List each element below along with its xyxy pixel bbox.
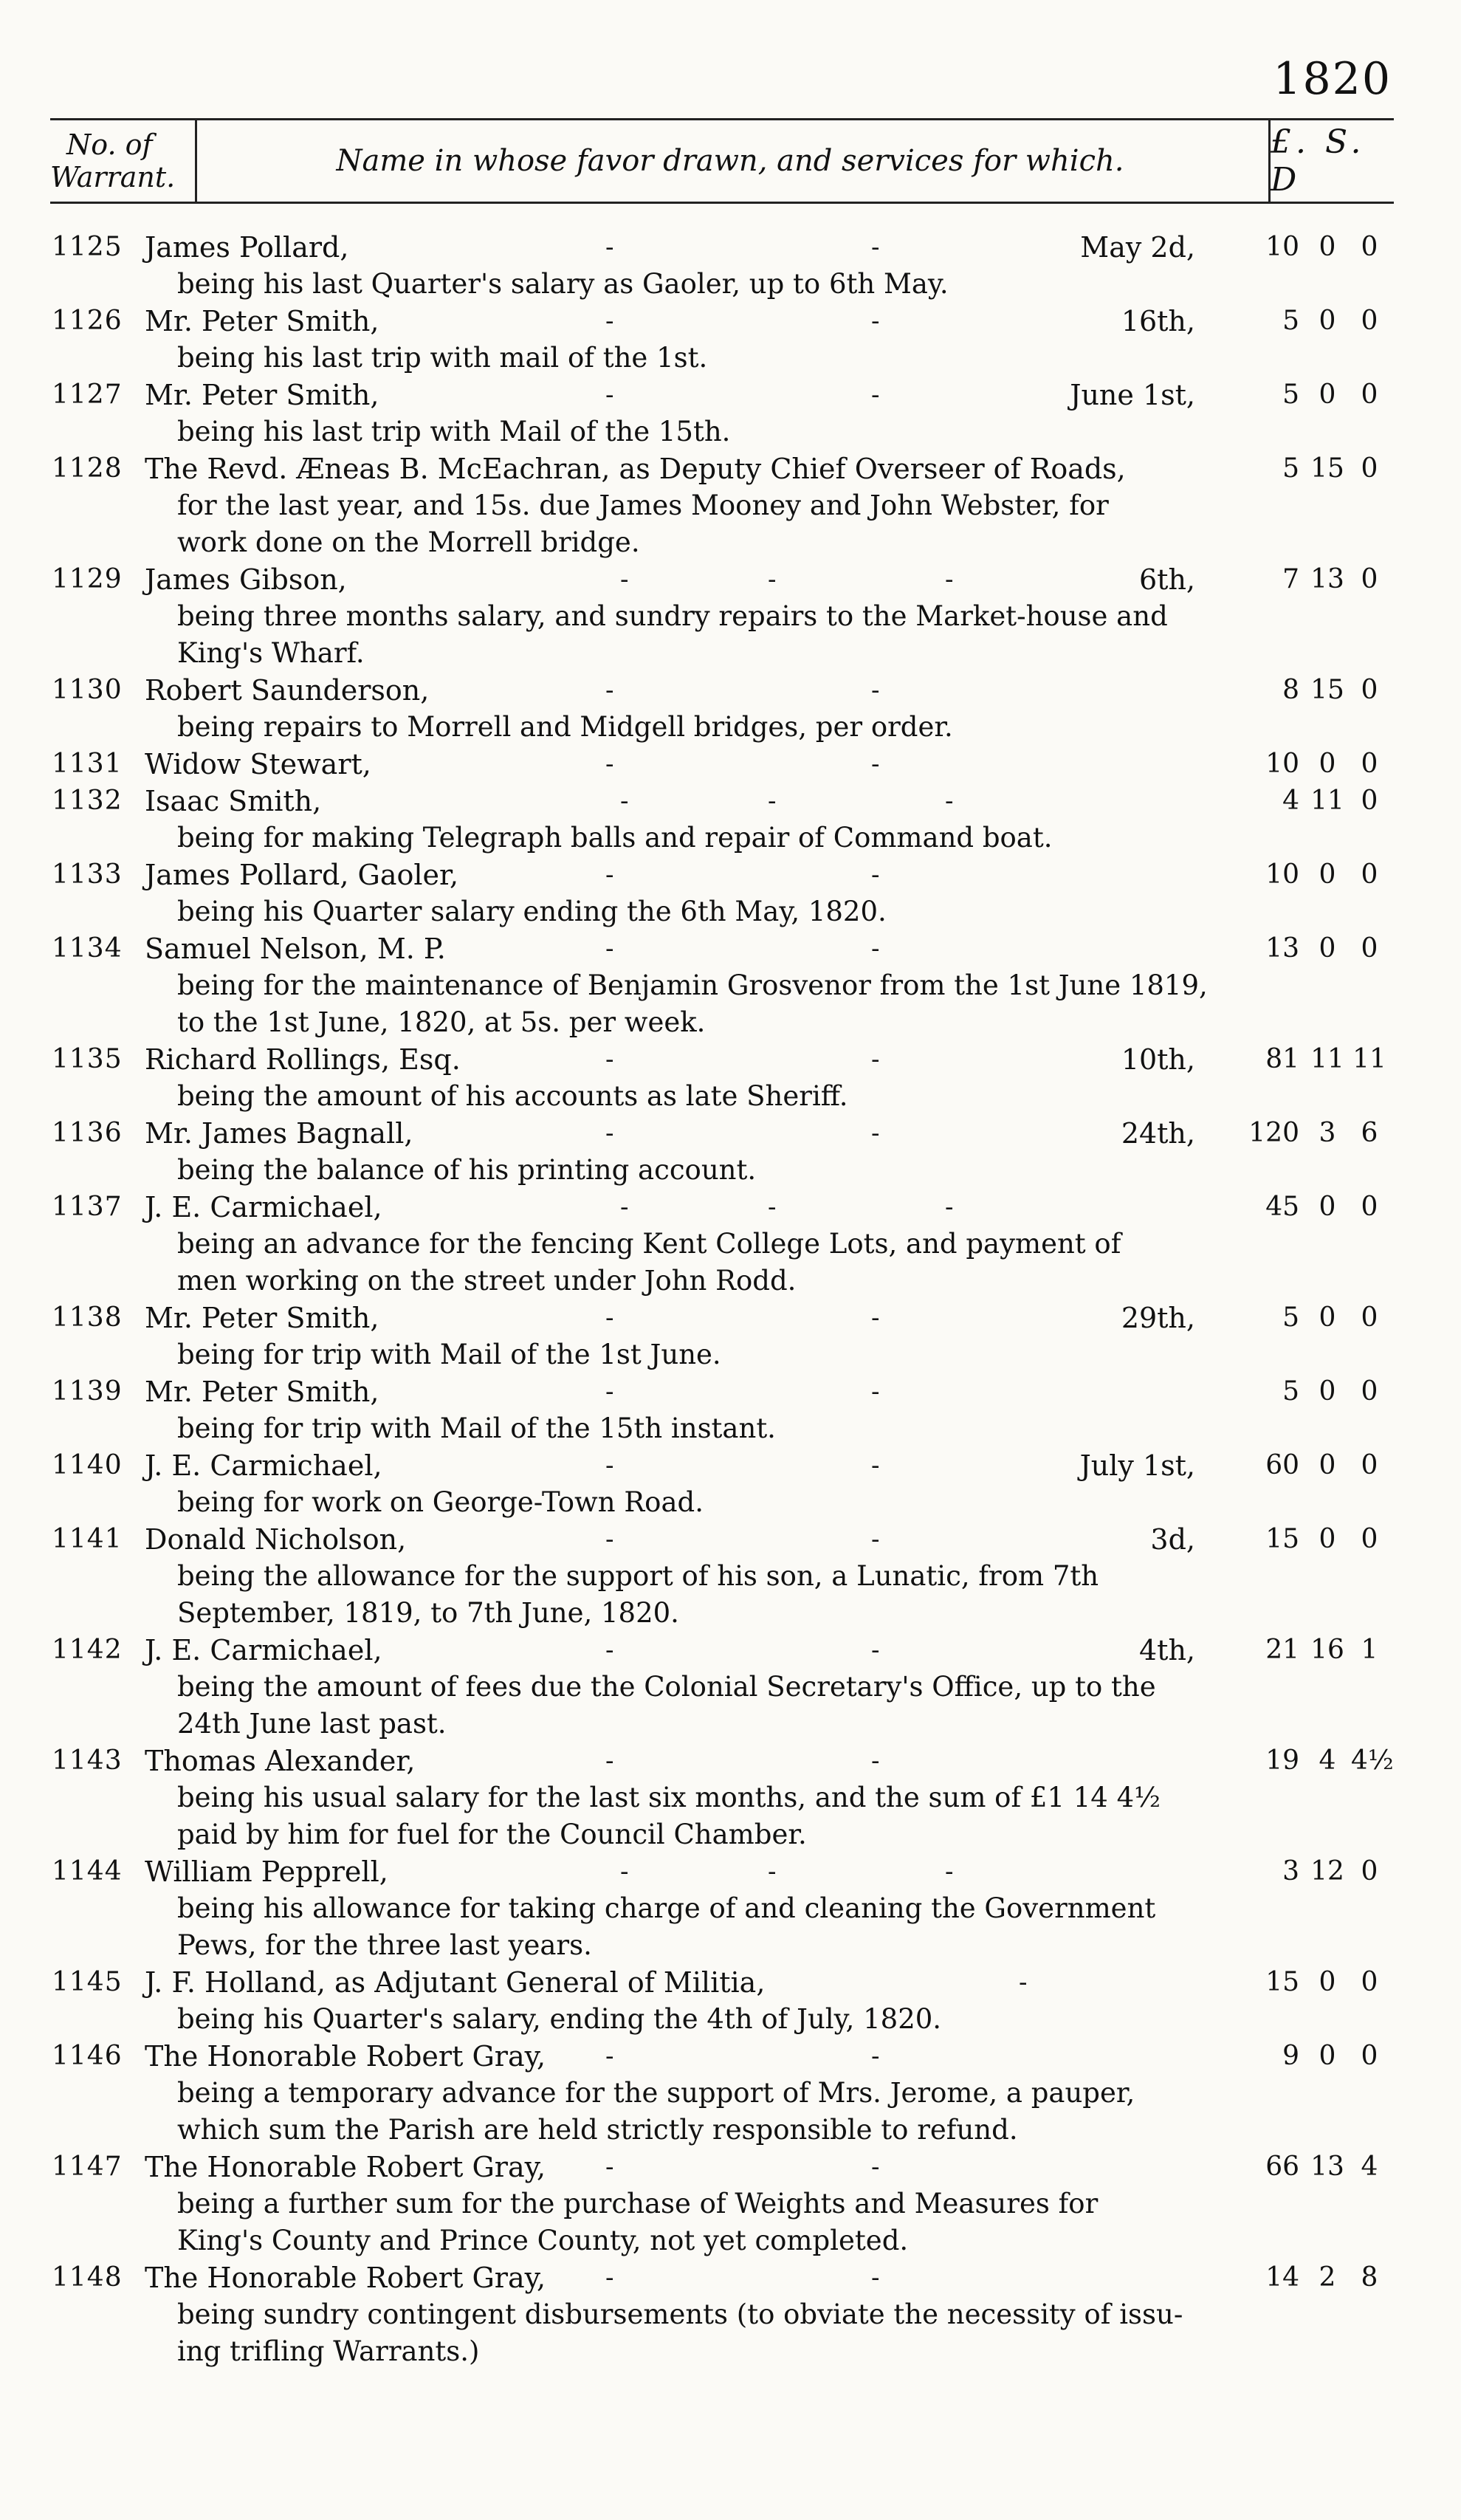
- table-header: [50, 118, 1394, 204]
- amount-shillings: 0: [1319, 2041, 1336, 2071]
- warrant-main-line: [0, 672, 1461, 709]
- amount-pence: 0: [1361, 1192, 1378, 1222]
- warrant-number: 1132: [52, 786, 123, 816]
- payee-name: Thomas Alexander,: [145, 1745, 416, 1777]
- payee-name: The Honorable Robert Gray,: [145, 2262, 546, 2294]
- warrant-date: July 1st,: [1079, 1449, 1195, 1482]
- warrant-entry: [0, 856, 1461, 930]
- leader-dash: -: [945, 565, 954, 594]
- warrant-date: June 1st,: [1070, 379, 1195, 411]
- warrant-date: 10th,: [1121, 1043, 1195, 1076]
- amount-pounds: 5: [1282, 453, 1299, 484]
- leader-dash: -: [871, 1119, 880, 1148]
- leader-dash: -: [871, 1635, 880, 1665]
- payee-name: J. E. Carmichael,: [145, 1191, 382, 1223]
- warrant-entry: [0, 229, 1461, 303]
- description-line: to the 1st June, 1820, at 5s. per week.: [177, 1006, 706, 1038]
- amount-pence: 0: [1361, 380, 1378, 410]
- payee-name: James Pollard, Gaoler,: [145, 859, 459, 891]
- warrant-entry: [0, 1964, 1461, 2038]
- description-line: men working on the street under John Rodd.: [177, 1265, 797, 1297]
- leader-dash: -: [620, 565, 629, 594]
- payee-name: Robert Saunderson,: [145, 674, 430, 707]
- description-line: being an advance for the fencing Kent College Lots, and payment of: [177, 1228, 1121, 1260]
- description-line: being a further sum for the purchase of Weights and Measures for: [177, 2188, 1099, 2219]
- amount-pounds: 60: [1265, 1450, 1299, 1480]
- warrant-entry: [0, 1373, 1461, 1447]
- amount-pence: 1: [1361, 1635, 1378, 1665]
- warrant-number: 1137: [52, 1192, 123, 1222]
- leader-dash: -: [605, 2042, 614, 2071]
- warrant-number: 1128: [52, 453, 123, 484]
- warrant-number: 1138: [52, 1302, 123, 1333]
- payee-name: James Gibson,: [145, 563, 347, 596]
- service-description: [0, 1558, 1248, 1632]
- description-line: being repairs to Morrell and Midgell bridges, per order.: [177, 711, 953, 743]
- amount-pounds: 5: [1282, 1302, 1299, 1333]
- warrant-entry: [0, 1632, 1461, 1743]
- warrant-entry: [0, 1853, 1461, 1964]
- warrant-main-line: [0, 1189, 1461, 1226]
- warrant-number: 1125: [52, 232, 123, 262]
- amount-pence: 4: [1361, 2152, 1378, 2182]
- warrant-main-line: [0, 1632, 1461, 1669]
- leader-dash: -: [605, 676, 614, 705]
- description-line: being for work on George-Town Road.: [177, 1486, 704, 1518]
- amount-shillings: 0: [1319, 1450, 1336, 1480]
- service-description: [0, 2186, 1248, 2259]
- leader-dash: -: [620, 1192, 629, 1222]
- leader-dash: -: [605, 1746, 614, 1776]
- warrant-number: 1127: [52, 380, 123, 410]
- service-description: [0, 1890, 1248, 1964]
- leader-dash: -: [871, 1525, 880, 1554]
- warrant-number: 1129: [52, 564, 123, 594]
- leader-dash: -: [605, 1119, 614, 1148]
- amount-shillings: 13: [1310, 2152, 1344, 2182]
- leader-dash: -: [605, 1525, 614, 1554]
- header-warrant-line1: No. of: [66, 128, 153, 161]
- payee-name: Isaac Smith,: [145, 785, 322, 817]
- amount-shillings: 4: [1319, 1745, 1336, 1776]
- leader-dash: -: [605, 860, 614, 890]
- leader-dash: -: [605, 749, 614, 779]
- warrant-main-line: [0, 783, 1461, 820]
- amount-shillings: 11: [1310, 786, 1344, 816]
- warrant-main-line: [0, 1853, 1461, 1890]
- payee-name: The Honorable Robert Gray,: [145, 2151, 546, 2183]
- warrant-number: 1148: [52, 2262, 123, 2293]
- warrant-number: 1147: [52, 2152, 123, 2182]
- amount-pence: 0: [1361, 1524, 1378, 1554]
- warrant-number: 1141: [52, 1524, 123, 1554]
- amount-pounds: 14: [1265, 2262, 1299, 2293]
- warrant-main-line: [0, 450, 1461, 487]
- amount-pence: 0: [1361, 786, 1378, 816]
- description-line: 24th June last past.: [177, 1708, 447, 1740]
- warrant-main-line: [0, 1115, 1461, 1152]
- leader-dash: -: [605, 1451, 614, 1480]
- warrant-main-line: [0, 856, 1461, 893]
- description-line: being the allowance for the support of his son, a Lunatic, from 7th: [177, 1560, 1099, 1592]
- header-name-services: Name in whose favor drawn, and services for which.: [336, 144, 1124, 178]
- warrant-entry: [0, 561, 1461, 672]
- warrant-date: 24th,: [1121, 1117, 1195, 1150]
- warrant-main-line: [0, 930, 1461, 967]
- warrant-entry: [0, 783, 1461, 856]
- description-line: being his last trip with Mail of the 15th.: [177, 416, 731, 447]
- description-line: September, 1819, to 7th June, 1820.: [177, 1597, 679, 1629]
- leader-dash: -: [605, 934, 614, 964]
- amount-pounds: 5: [1282, 380, 1299, 410]
- description-line: being sundry contingent disbursements (to obviate the necessity of issu-: [177, 2298, 1183, 2330]
- warrant-main-line: [0, 303, 1461, 340]
- warrant-date: 29th,: [1121, 1302, 1195, 1334]
- amount-pounds: 81: [1265, 1044, 1299, 1074]
- leader-dash: -: [871, 306, 880, 336]
- warrant-main-line: [0, 561, 1461, 598]
- warrant-number: 1145: [52, 1967, 123, 1997]
- warrant-entry: [0, 377, 1461, 450]
- amount-pounds: 5: [1282, 306, 1299, 336]
- description-line: being for the maintenance of Benjamin Grosvenor from the 1st June 1819,: [177, 969, 1208, 1001]
- amount-shillings: 0: [1319, 1524, 1336, 1554]
- warrant-number: 1144: [52, 1856, 123, 1886]
- service-description: [0, 1410, 1248, 1447]
- leader-dash: -: [871, 1451, 880, 1480]
- leader-dash: -: [871, 1045, 880, 1074]
- amount-pence: 0: [1361, 564, 1378, 594]
- amount-shillings: 0: [1319, 1967, 1336, 1997]
- service-description: [0, 1779, 1248, 1853]
- leader-dash: -: [1019, 1968, 1028, 1997]
- description-line: being his last trip with mail of the 1st.: [177, 342, 708, 374]
- amount-pounds: 9: [1282, 2041, 1299, 2071]
- amount-shillings: 0: [1319, 1192, 1336, 1222]
- payee-name: The Revd. Æneas B. McEachran, as Deputy Chief Overseer of Roads,: [145, 453, 1126, 485]
- warrant-number: 1126: [52, 306, 123, 336]
- warrant-main-line: [0, 1743, 1461, 1779]
- leader-dash: -: [768, 786, 777, 816]
- warrant-date: 16th,: [1121, 305, 1195, 337]
- amount-pence: 8: [1361, 2262, 1378, 2293]
- leader-dash: -: [945, 1857, 954, 1886]
- page-year: 1820: [1273, 53, 1392, 105]
- amount-shillings: 11: [1310, 1044, 1344, 1074]
- warrant-number: 1136: [52, 1118, 123, 1148]
- warrant-main-line: [0, 1373, 1461, 1410]
- warrant-main-line: [0, 1447, 1461, 1484]
- warrant-main-line: [0, 229, 1461, 266]
- description-line: work done on the Morrell bridge.: [177, 526, 640, 558]
- amount-pounds: 10: [1265, 859, 1299, 890]
- amount-pounds: 10: [1265, 749, 1299, 779]
- service-description: [0, 1336, 1248, 1373]
- warrant-entry: [0, 2038, 1461, 2149]
- service-description: [0, 413, 1248, 450]
- description-line: paid by him for fuel for the Council Chamber.: [177, 1819, 807, 1850]
- leader-dash: -: [871, 233, 880, 262]
- amount-pounds: 5: [1282, 1376, 1299, 1407]
- leader-dash: -: [945, 786, 954, 816]
- warrant-number: 1131: [52, 749, 123, 779]
- warrant-entry: [0, 1521, 1461, 1632]
- service-description: [0, 266, 1248, 303]
- leader-dash: -: [605, 2152, 614, 2182]
- description-line: being his allowance for taking charge of and cleaning the Government: [177, 1892, 1156, 1924]
- leader-dash: -: [605, 1377, 614, 1407]
- amount-shillings: 15: [1310, 453, 1344, 484]
- description-line: being three months salary, and sundry repairs to the Market-house and: [177, 600, 1168, 632]
- payee-name: William Pepprell,: [145, 1855, 388, 1888]
- leader-dash: -: [871, 676, 880, 705]
- leader-dash: -: [605, 1635, 614, 1665]
- description-line: King's County and Prince County, not yet completed.: [177, 2225, 909, 2256]
- leader-dash: -: [605, 306, 614, 336]
- amount-pence: 0: [1361, 1376, 1378, 1407]
- service-description: [0, 340, 1248, 377]
- description-line: being the balance of his printing account.: [177, 1154, 757, 1186]
- amount-pence: 0: [1361, 749, 1378, 779]
- warrant-entry: [0, 672, 1461, 746]
- payee-name: Mr. Peter Smith,: [145, 379, 379, 411]
- amount-shillings: 0: [1319, 232, 1336, 262]
- warrant-entry: [0, 930, 1461, 1041]
- description-line: being his last Quarter's salary as Gaoler, up to 6th May.: [177, 268, 949, 300]
- description-line: King's Wharf.: [177, 637, 365, 669]
- amount-shillings: 0: [1319, 859, 1336, 890]
- warrant-entry: [0, 1447, 1461, 1521]
- amount-pounds: 15: [1265, 1524, 1299, 1554]
- amount-shillings: 2: [1319, 2262, 1336, 2293]
- warrant-entry: [0, 1300, 1461, 1373]
- warrant-entry: [0, 2149, 1461, 2259]
- warrant-number: 1139: [52, 1376, 123, 1407]
- warrant-date: 4th,: [1139, 1634, 1195, 1666]
- warrant-main-line: [0, 1300, 1461, 1336]
- warrant-entry: [0, 1189, 1461, 1300]
- description-line: which sum the Parish are held strictly responsible to refund.: [177, 2114, 1018, 2146]
- description-line: being the amount of fees due the Colonial Secretary's Office, up to the: [177, 1671, 1156, 1703]
- leader-dash: -: [871, 1303, 880, 1333]
- warrant-main-line: [0, 2149, 1461, 2186]
- amount-shillings: 12: [1310, 1856, 1344, 1886]
- amount-shillings: 0: [1319, 933, 1336, 964]
- warrant-main-line: [0, 377, 1461, 413]
- payee-name: The Honorable Robert Gray,: [145, 2040, 546, 2073]
- amount-pence: 0: [1361, 2041, 1378, 2071]
- leader-dash: -: [945, 1192, 954, 1222]
- header-money: £. S. D: [1268, 120, 1396, 202]
- service-description: [0, 1484, 1248, 1521]
- warrant-main-line: [0, 746, 1461, 783]
- amount-pounds: 66: [1265, 2152, 1299, 2182]
- amount-shillings: 0: [1319, 1376, 1336, 1407]
- leader-dash: -: [871, 1377, 880, 1407]
- amount-pence: 0: [1361, 1302, 1378, 1333]
- warrant-entry: [0, 1115, 1461, 1189]
- amount-pence: 0: [1361, 1450, 1378, 1480]
- amount-shillings: 16: [1310, 1635, 1344, 1665]
- amount-pounds: 45: [1265, 1192, 1299, 1222]
- amount-pence: 0: [1361, 1967, 1378, 1997]
- service-description: [0, 598, 1248, 672]
- amount-shillings: 13: [1310, 564, 1344, 594]
- warrant-number: 1146: [52, 2041, 123, 2071]
- description-line: being for trip with Mail of the 1st June.: [177, 1339, 721, 1370]
- description-line: being his Quarter's salary, ending the 4th of July, 1820.: [177, 2003, 942, 2035]
- warrant-entry: [0, 450, 1461, 561]
- warrant-main-line: [0, 2038, 1461, 2075]
- amount-pence: 11: [1352, 1044, 1386, 1074]
- warrant-number: 1135: [52, 1044, 123, 1074]
- warrant-main-line: [0, 2259, 1461, 2296]
- leader-dash: -: [871, 2263, 880, 2293]
- service-description: [0, 893, 1248, 930]
- amount-pence: 0: [1361, 453, 1378, 484]
- leader-dash: -: [871, 934, 880, 964]
- service-description: [0, 1078, 1248, 1115]
- amount-pence: 4½: [1351, 1745, 1394, 1776]
- amount-pounds: 13: [1265, 933, 1299, 964]
- amount-shillings: 3: [1319, 1118, 1336, 1148]
- leader-dash: -: [871, 2042, 880, 2071]
- leader-dash: -: [605, 380, 614, 410]
- description-line: for the last year, and 15s. due James Mooney and John Webster, for: [177, 490, 1109, 521]
- warrant-number: 1133: [52, 859, 123, 890]
- amount-shillings: 0: [1319, 1302, 1336, 1333]
- amount-pounds: 15: [1265, 1967, 1299, 1997]
- service-description: [0, 1152, 1248, 1189]
- leader-dash: -: [605, 1045, 614, 1074]
- leader-dash: -: [871, 749, 880, 779]
- leader-dash: -: [871, 380, 880, 410]
- leader-dash: -: [605, 233, 614, 262]
- amount-shillings: 15: [1310, 675, 1344, 705]
- warrant-number: 1140: [52, 1450, 123, 1480]
- amount-pence: 0: [1361, 232, 1378, 262]
- payee-name: Mr. Peter Smith,: [145, 1376, 379, 1408]
- warrant-number: 1143: [52, 1745, 123, 1776]
- description-line: being the amount of his accounts as late Sheriff.: [177, 1080, 848, 1112]
- description-line: being his Quarter salary ending the 6th May, 1820.: [177, 896, 887, 927]
- amount-pence: 0: [1361, 1856, 1378, 1886]
- description-line: being for making Telegraph balls and repair of Command boat.: [177, 822, 1053, 854]
- service-description: [0, 2075, 1248, 2149]
- service-description: [0, 1669, 1248, 1743]
- warrant-main-line: [0, 1041, 1461, 1078]
- amount-pounds: 8: [1282, 675, 1299, 705]
- payee-name: Widow Stewart,: [145, 748, 371, 780]
- amount-pence: 0: [1361, 675, 1378, 705]
- service-description: [0, 487, 1248, 561]
- leader-dash: -: [605, 1303, 614, 1333]
- warrant-number: 1142: [52, 1635, 123, 1665]
- amount-pounds: 3: [1282, 1856, 1299, 1886]
- payee-name: James Pollard,: [145, 231, 349, 264]
- amount-pence: 6: [1361, 1118, 1378, 1148]
- leader-dash: -: [768, 565, 777, 594]
- amount-pence: 0: [1361, 306, 1378, 336]
- amount-pence: 0: [1361, 859, 1378, 890]
- amount-pounds: 4: [1282, 786, 1299, 816]
- warrant-list: [0, 229, 1461, 2370]
- payee-name: Mr. Peter Smith,: [145, 305, 379, 337]
- leader-dash: -: [871, 2152, 880, 2182]
- leader-dash: -: [620, 1857, 629, 1886]
- payee-name: Mr. Peter Smith,: [145, 1302, 379, 1334]
- amount-pounds: 19: [1265, 1745, 1299, 1776]
- payee-name: Samuel Nelson, M. P.: [145, 933, 446, 965]
- warrant-number: 1130: [52, 675, 123, 705]
- amount-shillings: 0: [1319, 380, 1336, 410]
- service-description: [0, 709, 1248, 746]
- warrant-entry: [0, 1743, 1461, 1853]
- header-warrant-number: [50, 120, 197, 202]
- leader-dash: -: [871, 860, 880, 890]
- leader-dash: -: [768, 1857, 777, 1886]
- amount-shillings: 0: [1319, 749, 1336, 779]
- warrant-date: 6th,: [1139, 563, 1195, 596]
- payee-name: J. E. Carmichael,: [145, 1634, 382, 1666]
- header-warrant-line2: Warrant.: [50, 161, 176, 193]
- warrant-entry: [0, 2259, 1461, 2370]
- amount-pence: 0: [1361, 933, 1378, 964]
- payee-name: Donald Nicholson,: [145, 1523, 407, 1556]
- amount-pounds: 7: [1282, 564, 1299, 594]
- description-line: being for trip with Mail of the 15th instant.: [177, 1412, 776, 1444]
- amount-pounds: 120: [1248, 1118, 1299, 1148]
- payee-name: Richard Rollings, Esq.: [145, 1043, 461, 1076]
- warrant-entry: [0, 303, 1461, 377]
- warrant-number: 1134: [52, 933, 123, 964]
- leader-dash: -: [768, 1192, 777, 1222]
- warrant-entry: [0, 746, 1461, 783]
- leader-dash: -: [871, 1746, 880, 1776]
- description-line: being a temporary advance for the support of Mrs. Jerome, a pauper,: [177, 2077, 1135, 2109]
- service-description: [0, 2296, 1248, 2370]
- warrant-main-line: [0, 1964, 1461, 2001]
- warrant-main-line: [0, 1521, 1461, 1558]
- description-line: being his usual salary for the last six months, and the sum of £1 14 4½: [177, 1782, 1161, 1813]
- amount-pounds: 10: [1265, 232, 1299, 262]
- leader-dash: -: [605, 2263, 614, 2293]
- description-line: ing trifling Warrants.): [177, 2335, 480, 2367]
- description-line: Pews, for the three last years.: [177, 1929, 592, 1961]
- warrant-date: 3d,: [1150, 1523, 1195, 1556]
- payee-name: J. E. Carmichael,: [145, 1449, 382, 1482]
- payee-name: J. F. Holland, as Adjutant General of Militia,: [145, 1966, 766, 1999]
- warrant-date: May 2d,: [1080, 231, 1195, 264]
- amount-shillings: 0: [1319, 306, 1336, 336]
- service-description: [0, 2001, 1248, 2038]
- amount-pounds: 21: [1265, 1635, 1299, 1665]
- service-description: [0, 1226, 1248, 1300]
- payee-name: Mr. James Bagnall,: [145, 1117, 413, 1150]
- leader-dash: -: [620, 786, 629, 816]
- service-description: [0, 820, 1248, 856]
- service-description: [0, 967, 1248, 1041]
- warrant-entry: [0, 1041, 1461, 1115]
